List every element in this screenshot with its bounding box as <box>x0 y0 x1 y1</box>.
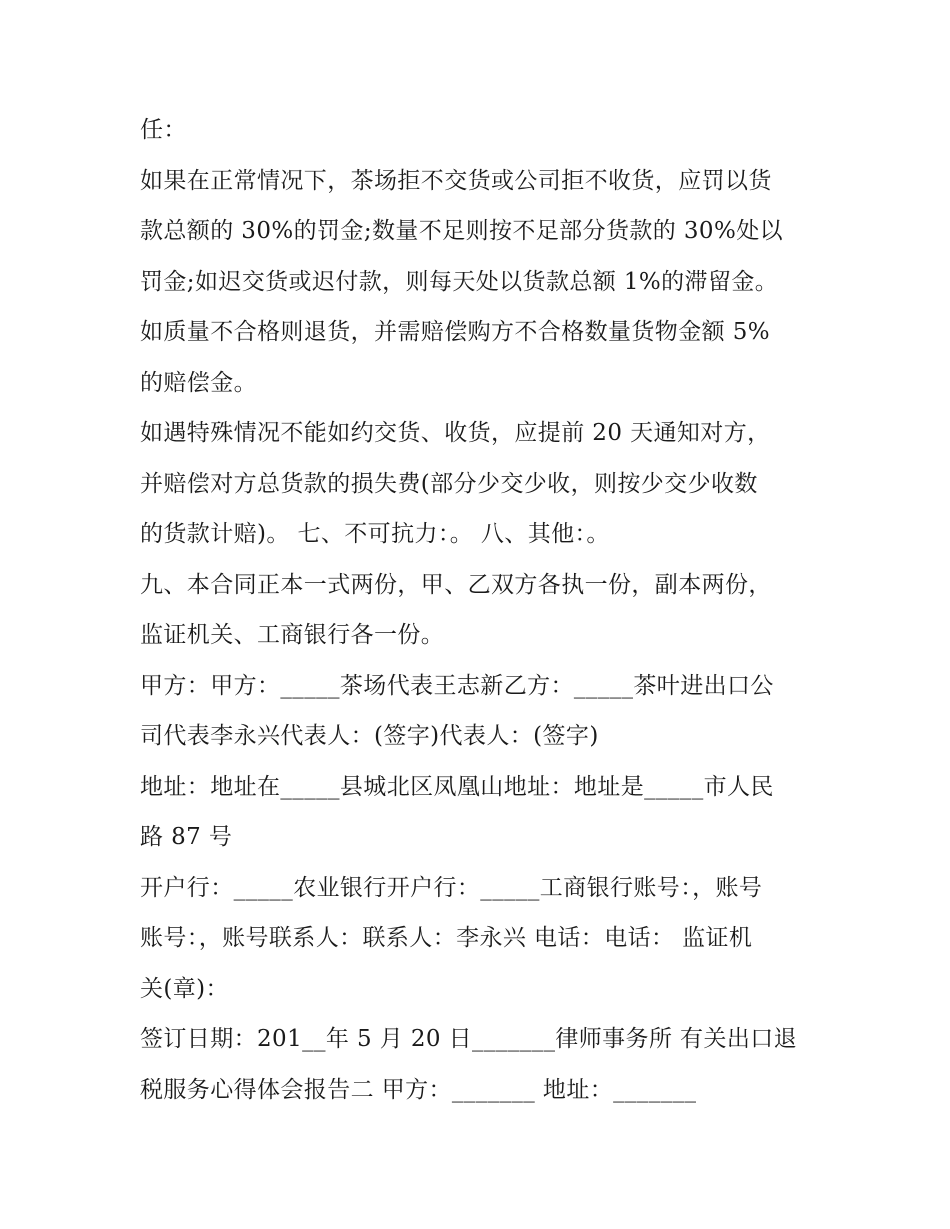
text-line: 税服务心得体会报告二 甲方：_______ 地址：_______ <box>140 1076 697 1103</box>
document-body <box>140 105 820 1115</box>
text-line: 任： <box>140 117 187 143</box>
text-line: 甲方：甲方：_____茶场代表王志新乙方：_____茶叶进出口公 <box>140 672 774 699</box>
text-line: 如果在正常情况下，茶场拒不交货或公司拒不收货，应罚以货 <box>140 167 772 194</box>
text-line: 并赔偿对方总货款的损失费(部分少交少收，则按少交少收数 <box>140 470 758 497</box>
text-line: 的货款计赔)。 七、不可抗力：。 八、其他：。 <box>140 521 610 547</box>
text-line: 九、本合同正本一式两份，甲、乙双方各执一份，副本两份， <box>140 571 772 598</box>
text-line: 的赔偿金。 <box>140 369 257 396</box>
text-line: 关(章)： <box>140 975 229 1002</box>
text-line: 款总额的 30%的罚金;数量不足则按不足部分货款的 30%处以 <box>140 218 784 244</box>
text-line: 开户行：_____农业银行开户行：_____工商银行账号：，账号 <box>140 874 763 901</box>
text-line: 监证机关、工商银行各一份。 <box>140 622 445 648</box>
text-line: 司代表李永兴代表人：(签字)代表人：(签字) <box>140 723 599 749</box>
text-line: 签订日期：201__年 5 月 20 日_______律师事务所 有关出口退 <box>140 1026 798 1052</box>
text-line: 地址：地址在_____县城北区凤凰山地址：地址是_____市人民 <box>140 773 774 800</box>
text-line: 路 87 号 <box>140 824 233 850</box>
text-line: 罚金;如迟交货或迟付款，则每天处以货款总额 1%的滞留金。 <box>140 268 779 295</box>
text-line: 账号：，账号联系人：联系人：李永兴 电话：电话： 监证机 <box>140 925 753 951</box>
text-line: 如质量不合格则退货，并需赔偿购方不合格数量货物金额 5% <box>140 319 770 345</box>
text-line: 如遇特殊情况不能如约交货、收货，应提前 20 天通知对方， <box>140 420 771 446</box>
